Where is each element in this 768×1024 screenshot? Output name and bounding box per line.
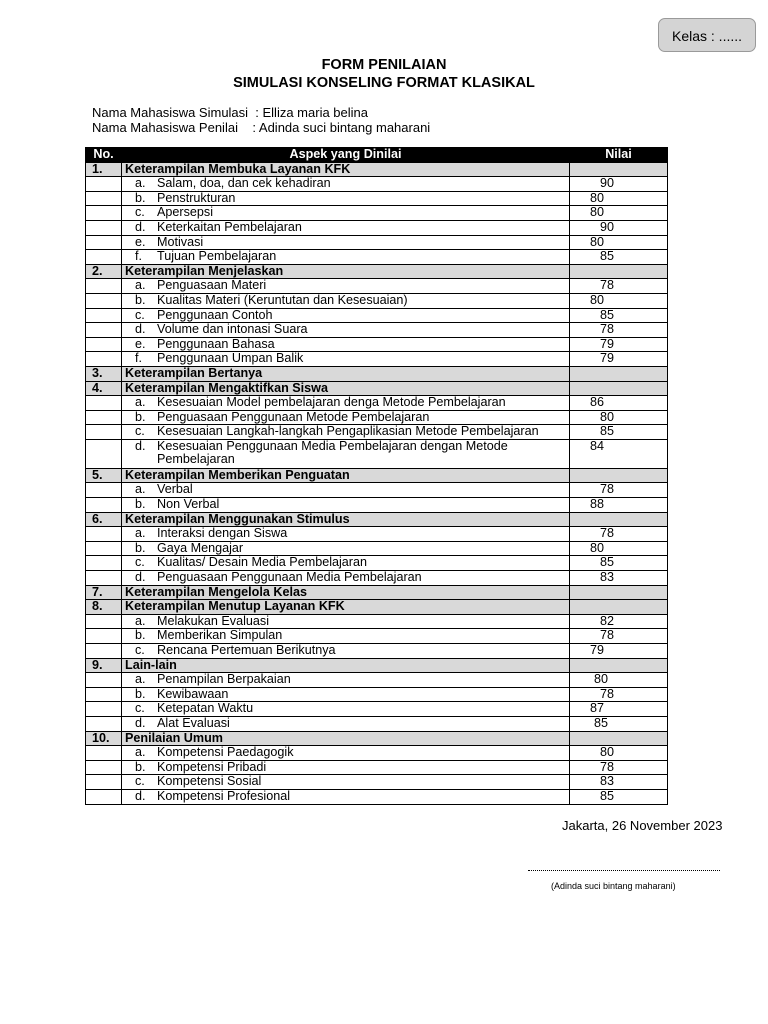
item-aspect-cell [122, 323, 570, 338]
item-aspect-cell [122, 716, 570, 731]
item-letter: c. [135, 774, 145, 789]
section-row [86, 162, 668, 177]
item-letter: e. [135, 337, 146, 351]
item-score: 85 [570, 716, 668, 731]
item-letter: a. [135, 745, 146, 760]
item-number-cell [86, 323, 122, 338]
item-aspect-cell [122, 614, 570, 629]
item-letter: d. [135, 322, 146, 337]
item-text: Apersepsi [157, 205, 214, 220]
section-title: Keterampilan Mengelola Kelas [122, 585, 570, 600]
item-number-cell [86, 425, 122, 440]
section-score [570, 162, 668, 177]
item-number-cell [86, 702, 122, 717]
item-row [86, 352, 668, 367]
item-aspect-cell [122, 556, 570, 571]
item-text: Rencana Pertemuan Berikutnya [157, 643, 336, 657]
item-letter: a. [135, 278, 146, 293]
header-score: Nilai [570, 148, 668, 163]
item-text: Penguasaan Materi [157, 278, 267, 293]
section-row [86, 731, 668, 746]
item-text: Penggunaan Bahasa [157, 337, 275, 351]
section-number: 2. [86, 264, 122, 279]
item-text: Memberikan Simpulan [157, 628, 283, 643]
item-aspect-cell [122, 250, 570, 265]
item-letter: a. [135, 482, 146, 497]
item-text: Kompetensi Sosial [157, 774, 262, 789]
section-title: Keterampilan Memberikan Penguatan [122, 468, 570, 483]
item-number-cell [86, 177, 122, 192]
item-aspect-cell [122, 220, 570, 235]
item-row [86, 483, 668, 498]
item-number-cell [86, 614, 122, 629]
section-score [570, 658, 668, 673]
item-row [86, 191, 668, 206]
item-score: 86 [570, 396, 668, 411]
item-score: 80 [570, 746, 668, 761]
item-text: Penampilan Berpakaian [157, 672, 291, 687]
item-row [86, 775, 668, 790]
item-score: 78 [570, 687, 668, 702]
item-letter: b. [135, 687, 146, 701]
item-row [86, 498, 668, 513]
item-aspect-cell [122, 410, 570, 425]
item-row [86, 425, 668, 440]
item-number-cell [86, 352, 122, 367]
section-title: Keterampilan Menggunakan Stimulus [122, 512, 570, 527]
item-row [86, 235, 668, 250]
item-text: Melakukan Evaluasi [157, 614, 270, 628]
place-date: Jakarta, 26 November 2023 [562, 818, 723, 833]
item-aspect-cell [122, 644, 570, 659]
item-aspect-cell [122, 702, 570, 717]
item-aspect-cell [122, 673, 570, 688]
item-number-cell [86, 206, 122, 221]
item-aspect-cell [122, 527, 570, 542]
item-score: 85 [570, 308, 668, 323]
section-score [570, 585, 668, 600]
item-letter: f. [135, 351, 142, 366]
item-text: Kualitas/ Desain Media Pembelajaran [157, 555, 368, 570]
item-row [86, 629, 668, 644]
section-number: 10. [86, 731, 122, 746]
item-row [86, 614, 668, 629]
item-row [86, 571, 668, 586]
item-letter: d. [135, 716, 146, 730]
item-text: Interaksi dengan Siswa [157, 526, 288, 541]
item-score: 78 [570, 483, 668, 498]
item-text: Kesesuaian Model pembelajaran denga Metode Pembelajaran [157, 395, 506, 410]
item-aspect-cell [122, 235, 570, 250]
item-row [86, 439, 668, 468]
item-row [86, 716, 668, 731]
item-letter: c. [135, 205, 145, 220]
assessment-table-body [86, 162, 668, 804]
item-number-cell [86, 483, 122, 498]
item-score: 85 [570, 425, 668, 440]
section-number: 3. [86, 366, 122, 381]
section-score [570, 468, 668, 483]
item-text: Penggunaan Contoh [157, 308, 273, 322]
item-number-cell [86, 629, 122, 644]
assessment-table [85, 147, 668, 805]
section-number: 9. [86, 658, 122, 673]
item-row [86, 250, 668, 265]
item-score: 80 [570, 410, 668, 425]
item-text: Tujuan Pembelajaran [157, 249, 277, 264]
item-number-cell [86, 337, 122, 352]
section-title: Keterampilan Membuka Layanan KFK [122, 162, 570, 177]
item-text: Salam, doa, dan cek kehadiran [157, 176, 331, 191]
item-aspect-cell [122, 191, 570, 206]
class-label-box: Kelas : ...... [658, 18, 756, 52]
item-number-cell [86, 191, 122, 206]
item-row [86, 279, 668, 294]
item-letter: c. [135, 643, 145, 657]
item-score: 85 [570, 789, 668, 804]
section-number: 6. [86, 512, 122, 527]
item-aspect-cell [122, 775, 570, 790]
section-score [570, 381, 668, 396]
item-score: 78 [570, 323, 668, 338]
item-score: 90 [570, 220, 668, 235]
item-letter: b. [135, 497, 146, 512]
section-row [86, 381, 668, 396]
item-row [86, 673, 668, 688]
section-title: Keterampilan Bertanya [122, 366, 570, 381]
item-text: Penguasaan Penggunaan Metode Pembelajaran [157, 410, 430, 424]
item-letter: b. [135, 410, 146, 424]
item-number-cell [86, 556, 122, 571]
item-aspect-cell [122, 308, 570, 323]
item-number-cell [86, 527, 122, 542]
item-letter: d. [135, 220, 146, 234]
item-aspect-cell [122, 439, 570, 468]
item-aspect-cell [122, 629, 570, 644]
item-text: Non Verbal [157, 497, 220, 512]
item-letter: f. [135, 249, 142, 264]
item-text: Alat Evaluasi [157, 716, 230, 730]
section-number: 1. [86, 162, 122, 177]
item-text: Penguasaan Penggunaan Media Pembelajaran [157, 570, 422, 585]
item-number-cell [86, 308, 122, 323]
item-number-cell [86, 687, 122, 702]
item-letter: a. [135, 395, 146, 410]
item-row [86, 789, 668, 804]
section-title: Lain-lain [122, 658, 570, 673]
item-number-cell [86, 410, 122, 425]
item-letter: c. [135, 701, 145, 716]
section-number: 5. [86, 468, 122, 483]
section-row [86, 366, 668, 381]
item-number-cell [86, 498, 122, 513]
section-score [570, 600, 668, 615]
section-number: 8. [86, 600, 122, 615]
item-row [86, 308, 668, 323]
item-number-cell [86, 541, 122, 556]
item-aspect-cell [122, 760, 570, 775]
section-title: Keterampilan Menjelaskan [122, 264, 570, 279]
item-letter: c. [135, 555, 145, 570]
section-title: Keterampilan Mengaktifkan Siswa [122, 381, 570, 396]
form-title: FORM PENILAIAN [321, 57, 447, 73]
item-number-cell [86, 396, 122, 411]
item-letter: c. [135, 424, 145, 439]
item-score: 78 [570, 527, 668, 542]
item-text: Keterkaitan Pembelajaran [157, 220, 302, 234]
item-row [86, 293, 668, 308]
item-number-cell [86, 789, 122, 804]
item-aspect-cell [122, 279, 570, 294]
item-score: 79 [570, 337, 668, 352]
item-number-cell [86, 746, 122, 761]
item-aspect-cell [122, 293, 570, 308]
item-number-cell [86, 439, 122, 468]
item-score: 83 [570, 775, 668, 790]
item-letter: c. [135, 308, 145, 322]
item-text: Kesesuaian Penggunaan Media Pembelajaran dengan Metode Pembelajaran [157, 439, 508, 466]
section-title: Keterampilan Menutup Layanan KFK [122, 600, 570, 615]
item-text: Volume dan intonasi Suara [157, 322, 308, 337]
item-number-cell [86, 760, 122, 775]
item-text: Kewibawaan [157, 687, 229, 701]
header-aspect: Aspek yang Dinilai [122, 148, 570, 163]
item-letter: a. [135, 526, 146, 541]
item-number-cell [86, 235, 122, 250]
item-row [86, 644, 668, 659]
item-row [86, 337, 668, 352]
item-letter: b. [135, 541, 146, 555]
signature-line [528, 870, 720, 871]
item-row [86, 323, 668, 338]
item-score: 84 [570, 439, 668, 468]
item-aspect-cell [122, 571, 570, 586]
item-number-cell [86, 279, 122, 294]
item-aspect-cell [122, 177, 570, 192]
item-score: 78 [570, 760, 668, 775]
item-score: 80 [570, 541, 668, 556]
item-aspect-cell [122, 687, 570, 702]
item-row [86, 206, 668, 221]
item-aspect-cell [122, 425, 570, 440]
section-number: 7. [86, 585, 122, 600]
item-letter: b. [135, 293, 146, 307]
table-header-row [86, 148, 668, 163]
item-score: 85 [570, 556, 668, 571]
item-letter: e. [135, 235, 146, 249]
section-row [86, 264, 668, 279]
item-row [86, 410, 668, 425]
item-letter: a. [135, 176, 146, 191]
section-row [86, 468, 668, 483]
item-row [86, 702, 668, 717]
item-text: Verbal [157, 482, 193, 497]
section-row [86, 585, 668, 600]
section-score [570, 512, 668, 527]
item-number-cell [86, 775, 122, 790]
item-row [86, 687, 668, 702]
item-row [86, 760, 668, 775]
item-score: 80 [570, 206, 668, 221]
item-aspect-cell [122, 352, 570, 367]
item-score: 90 [570, 177, 668, 192]
item-letter: d. [135, 570, 146, 585]
section-score [570, 264, 668, 279]
item-score: 85 [570, 250, 668, 265]
item-aspect-cell [122, 498, 570, 513]
item-score: 79 [570, 352, 668, 367]
item-letter: b. [135, 628, 146, 643]
item-score: 79 [570, 644, 668, 659]
section-title: Penilaian Umum [122, 731, 570, 746]
item-score: 78 [570, 279, 668, 294]
item-score: 88 [570, 498, 668, 513]
item-aspect-cell [122, 746, 570, 761]
item-text: Gaya Mengajar [157, 541, 244, 555]
item-text: Ketepatan Waktu [157, 701, 254, 716]
item-aspect-cell [122, 541, 570, 556]
item-number-cell [86, 644, 122, 659]
item-score: 80 [570, 235, 668, 250]
item-score: 87 [570, 702, 668, 717]
item-row [86, 527, 668, 542]
item-text: Kompetensi Pribadi [157, 760, 267, 774]
item-text: Kompetensi Paedagogik [157, 745, 294, 760]
item-aspect-cell [122, 337, 570, 352]
signature-name: (Adinda suci bintang maharani) [551, 881, 676, 891]
item-number-cell [86, 220, 122, 235]
item-score: 80 [570, 673, 668, 688]
item-aspect-cell [122, 789, 570, 804]
item-text: Penggunaan Umpan Balik [157, 351, 304, 366]
item-score: 80 [570, 293, 668, 308]
item-row [86, 220, 668, 235]
item-text: Kualitas Materi (Keruntutan dan Kesesuaian) [157, 293, 408, 307]
item-number-cell [86, 571, 122, 586]
item-letter: b. [135, 760, 146, 774]
item-text: Motivasi [157, 235, 204, 249]
item-row [86, 746, 668, 761]
section-row [86, 658, 668, 673]
item-row [86, 177, 668, 192]
item-letter: d. [135, 439, 146, 453]
item-letter: d. [135, 789, 146, 803]
item-row [86, 541, 668, 556]
student-simulation-name: Nama Mahasiswa Simulasi : Elliza maria belina [92, 105, 368, 120]
header-no: No. [86, 148, 122, 163]
section-row [86, 600, 668, 615]
item-score: 80 [570, 191, 668, 206]
item-aspect-cell [122, 483, 570, 498]
item-score: 82 [570, 614, 668, 629]
section-number: 4. [86, 381, 122, 396]
student-assessor-name: Nama Mahasiswa Penilai : Adinda suci bintang maharani [92, 120, 431, 135]
item-aspect-cell [122, 206, 570, 221]
item-aspect-cell [122, 396, 570, 411]
item-row [86, 556, 668, 571]
item-number-cell [86, 673, 122, 688]
item-letter: a. [135, 672, 146, 687]
item-text: Kesesuaian Langkah-langkah Pengaplikasian Metode Pembelajaran [157, 424, 539, 439]
item-number-cell [86, 250, 122, 265]
item-number-cell [86, 293, 122, 308]
item-letter: b. [135, 191, 146, 205]
item-number-cell [86, 716, 122, 731]
section-row [86, 512, 668, 527]
section-score [570, 366, 668, 381]
section-score [570, 731, 668, 746]
item-row [86, 396, 668, 411]
item-score: 83 [570, 571, 668, 586]
item-score: 78 [570, 629, 668, 644]
item-letter: a. [135, 614, 146, 628]
item-text: Penstrukturan [157, 191, 236, 205]
item-text: Kompetensi Profesional [157, 789, 291, 803]
form-subtitle: SIMULASI KONSELING FORMAT KLASIKAL [233, 75, 535, 91]
